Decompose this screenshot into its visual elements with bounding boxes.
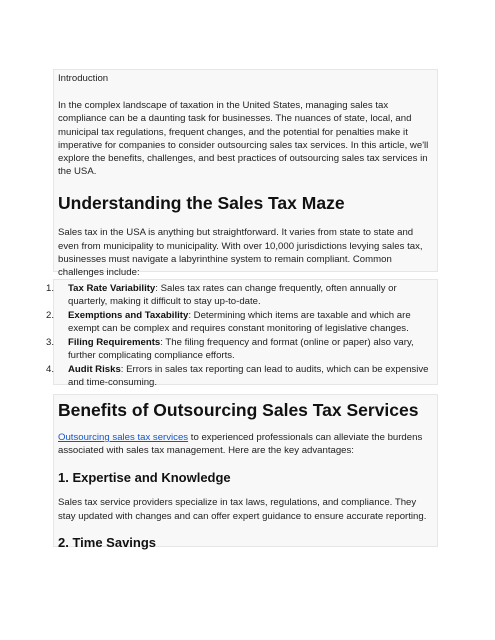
section-heading-benefits: Benefits of Outsourcing Sales Tax Services	[58, 400, 419, 420]
list-text: : Determining which items are taxable and which are exempt can be complex and requires constant monitoring of legislative changes.	[68, 309, 411, 335]
list-item	[45, 282, 433, 308]
list-term: Exemptions and Taxability	[68, 309, 189, 321]
outsourcing-link[interactable]: Outsourcing sales tax services	[58, 432, 189, 443]
section1-paragraph: Sales tax in the USA is anything but straightforward. It varies from state to state and even from municipality to municipality. With over 10,000 jurisdictions levying sales tax, businesses must navigate a labyrinthine system to remain compliant. Common challenges include:	[58, 227, 423, 279]
section2-paragraph-rest: to experienced professionals can alleviate the burdens associated with sales tax management. Here are the key advantages:	[58, 432, 423, 457]
intro-label: Introduction	[58, 73, 109, 84]
section2-paragraph	[58, 431, 433, 457]
intro-paragraph: In the complex landscape of taxation in the United States, managing sales tax compliance can be a daunting task for businesses. The nuances of state, local, and municipal tax regulations, frequent changes, and the potential for penalties make it imperative for companies to consider outsourcing sales tax services. In this article, we'll explore the benefits, challenges, and best practices of outsourcing sales tax services in the USA.	[58, 100, 429, 178]
list-text: : Sales tax rates can change frequently, often annually or quarterly, making it difficult to stay up-to-date.	[68, 283, 397, 308]
expertise-paragraph: Sales tax service providers specialize in tax laws, regulations, and compliance. They stay updated with changes and can offer expert guidance to ensure accurate reporting.	[58, 497, 427, 522]
subheading-expertise: 1. Expertise and Knowledge	[58, 470, 231, 486]
list-number: 3.	[45, 336, 54, 348]
benefits-block	[53, 394, 438, 550]
list-text: : Errors in sales tax reporting can lead to audits, which can be expensive and time-consuming.	[68, 363, 429, 388]
subheading-time-savings: 2. Time Savings	[58, 534, 157, 550]
list-text: : The filing frequency and format (online or paper) also vary, further complicating compliance efforts.	[68, 336, 414, 362]
intro-block	[53, 69, 438, 279]
list-item	[45, 309, 433, 335]
list-item	[45, 363, 433, 389]
challenges-list	[45, 282, 433, 389]
list-item	[45, 336, 433, 362]
list-term: Audit Risks	[68, 363, 121, 375]
list-number: 1.	[45, 283, 54, 294]
list-number: 2.	[45, 309, 54, 321]
list-term: Filing Requirements	[68, 336, 161, 348]
list-number: 4.	[45, 363, 54, 375]
section-heading-sales-tax-maze: Understanding the Sales Tax Maze	[58, 193, 345, 214]
list-term: Tax Rate Variability	[68, 283, 156, 294]
challenges-block	[45, 279, 438, 388]
